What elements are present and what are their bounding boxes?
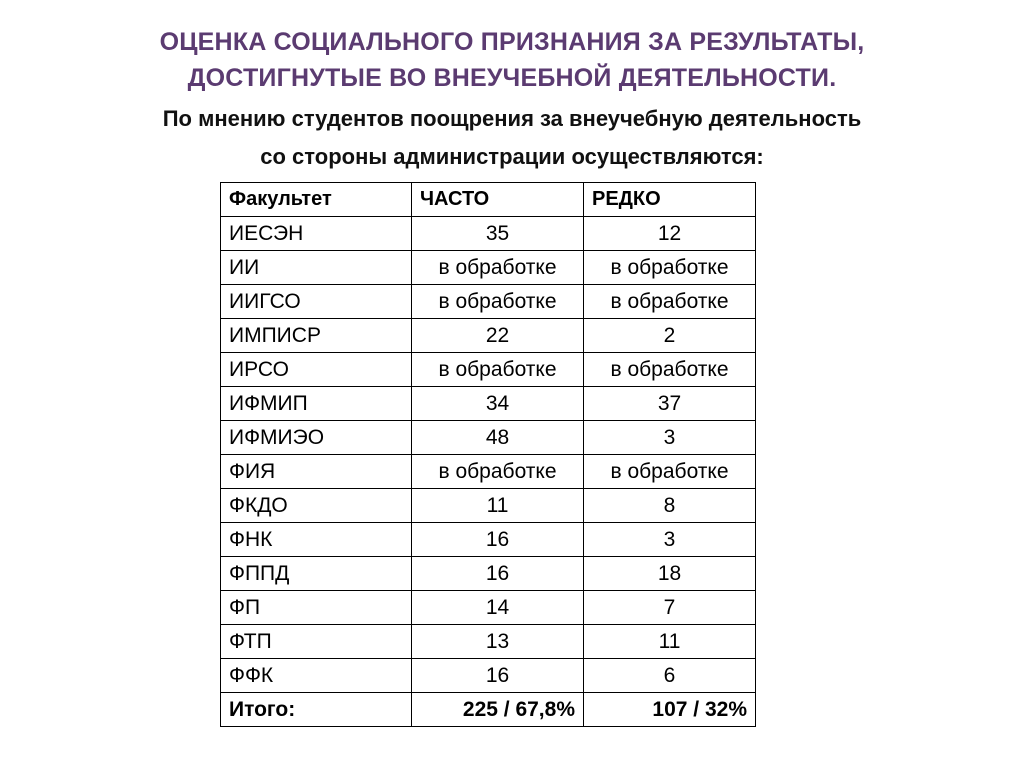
table-row <box>221 625 756 659</box>
title-line-1: ОЦЕНКА СОЦИАЛЬНОГО ПРИЗНАНИЯ ЗА РЕЗУЛЬТАТЫ, <box>159 28 865 56</box>
faculty-cell: ФТП <box>221 625 412 659</box>
table-row <box>221 421 756 455</box>
faculty-cell: ФФК <box>221 659 412 693</box>
header-faculty: Факультет <box>221 183 412 217</box>
often-cell: в обработке <box>412 455 584 489</box>
often-cell: 35 <box>412 217 584 251</box>
header-often: ЧАСТО <box>412 183 584 217</box>
total-often: 225 / 67,8% <box>412 693 584 727</box>
header-rarely: РЕДКО <box>584 183 756 217</box>
table-row <box>221 387 756 421</box>
table-row <box>221 489 756 523</box>
faculty-cell: ИФМИП <box>221 387 412 421</box>
faculty-cell: ФНК <box>221 523 412 557</box>
faculty-cell: ИЕСЭН <box>221 217 412 251</box>
rarely-cell: в обработке <box>584 285 756 319</box>
table-row <box>221 319 756 353</box>
rarely-cell: 3 <box>584 421 756 455</box>
rarely-cell: 37 <box>584 387 756 421</box>
table-total-row <box>221 693 756 727</box>
table-row <box>221 285 756 319</box>
faculty-cell: ФКДО <box>221 489 412 523</box>
subtitle-line-2: со стороны администрации осуществляются: <box>260 144 764 169</box>
faculty-cell: ИИ <box>221 251 412 285</box>
table-row <box>221 353 756 387</box>
rarely-cell: 2 <box>584 319 756 353</box>
slide-subtitle <box>0 100 1024 176</box>
often-cell: 16 <box>412 659 584 693</box>
rarely-cell: в обработке <box>584 353 756 387</box>
rarely-cell: 8 <box>584 489 756 523</box>
often-cell: в обработке <box>412 251 584 285</box>
table-row <box>221 455 756 489</box>
often-cell: 16 <box>412 523 584 557</box>
rarely-cell: 6 <box>584 659 756 693</box>
faculty-cell: ФП <box>221 591 412 625</box>
results-table <box>220 182 756 727</box>
often-cell: в обработке <box>412 353 584 387</box>
faculty-cell: ФППД <box>221 557 412 591</box>
table-row <box>221 659 756 693</box>
often-cell: 11 <box>412 489 584 523</box>
table-row <box>221 523 756 557</box>
total-label: Итого: <box>221 693 412 727</box>
rarely-cell: 11 <box>584 625 756 659</box>
table-row <box>221 251 756 285</box>
table-row <box>221 557 756 591</box>
rarely-cell: 7 <box>584 591 756 625</box>
slide-title <box>0 24 1024 96</box>
title-line-2: ДОСТИГНУТЫЕ ВО ВНЕУЧЕБНОЙ ДЕЯТЕЛЬНОСТИ. <box>187 64 837 92</box>
often-cell: 16 <box>412 557 584 591</box>
subtitle-line-1: По мнению студентов поощрения за внеучебную деятельность <box>162 106 862 131</box>
rarely-cell: 3 <box>584 523 756 557</box>
often-cell: 22 <box>412 319 584 353</box>
rarely-cell: в обработке <box>584 251 756 285</box>
often-cell: в обработке <box>412 285 584 319</box>
rarely-cell: в обработке <box>584 455 756 489</box>
often-cell: 13 <box>412 625 584 659</box>
total-rarely: 107 / 32% <box>584 693 756 727</box>
rarely-cell: 18 <box>584 557 756 591</box>
faculty-cell: ИФМИЭО <box>221 421 412 455</box>
table-row <box>221 591 756 625</box>
often-cell: 34 <box>412 387 584 421</box>
often-cell: 48 <box>412 421 584 455</box>
often-cell: 14 <box>412 591 584 625</box>
rarely-cell: 12 <box>584 217 756 251</box>
faculty-cell: ФИЯ <box>221 455 412 489</box>
faculty-cell: ИМПИСР <box>221 319 412 353</box>
faculty-cell: ИИГСО <box>221 285 412 319</box>
faculty-cell: ИРСО <box>221 353 412 387</box>
table-header-row <box>221 183 756 217</box>
table-row <box>221 217 756 251</box>
